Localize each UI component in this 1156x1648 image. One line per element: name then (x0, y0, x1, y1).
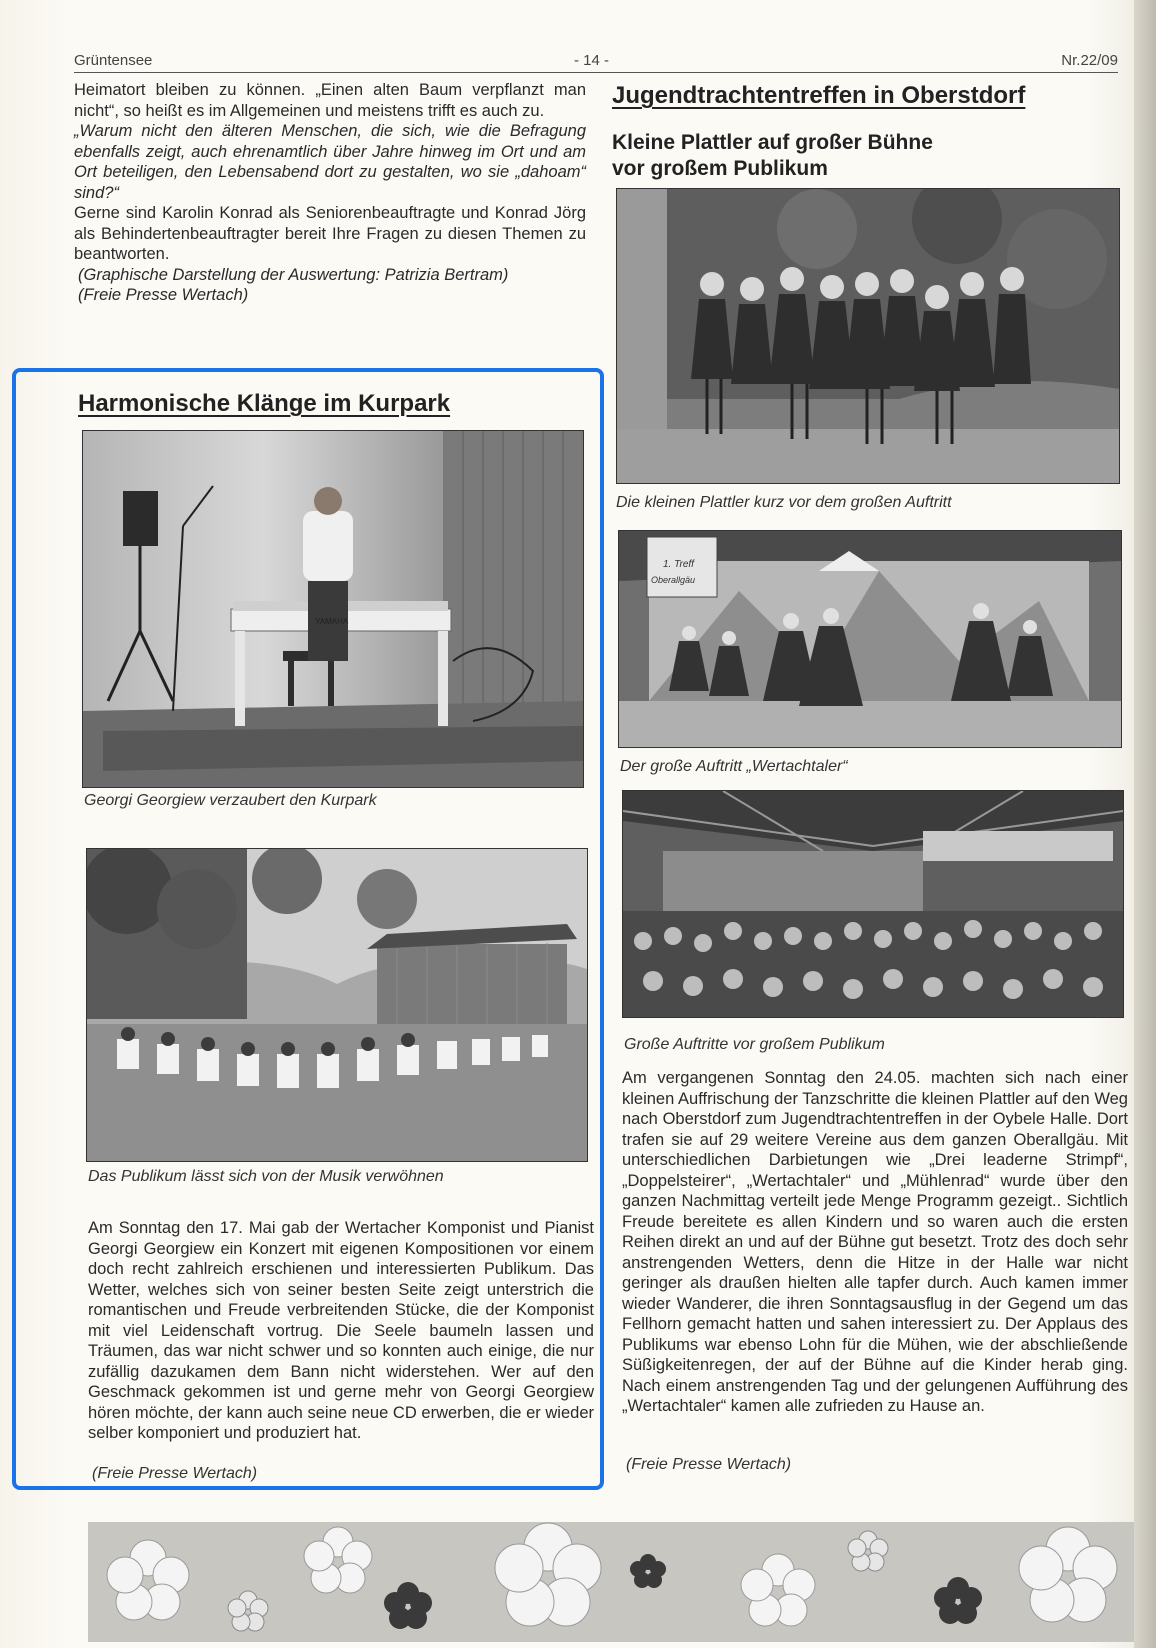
page-edge (1134, 0, 1156, 1648)
subheadline-line: vor großem Publikum (612, 157, 828, 180)
kurpark-credit: (Freie Presse Wertach) (92, 1465, 258, 1482)
flower-decoration-band (88, 1522, 1134, 1642)
caption-children-photo: Die kleinen Plattler kurz vor dem großen Auftritt (616, 494, 952, 511)
caption-stage-photo: Der große Auftritt „Wertachtaler“ (620, 758, 848, 775)
page-number: - 14 - (574, 52, 610, 69)
banner-text: 1. Treff (663, 559, 694, 570)
paper-name: Grüntensee (74, 52, 153, 69)
trachten-article-body: Am vergangenen Sonntag den 24.05. machten sich nach einer kleinen Auffrischung der Tanzschritte die kleinen Plattler auf den Weg nach Oberstdorf zum Jugendtrachtentreffen in der Oybele Halle. Dort trafen sie auf 29 weitere Vereine aus dem ganzen Oberallgäu. Mit unterschiedlichen Darbietungen wie „Drei leaderne Strimpf“, „Doppelsteirer“, „Wertachtaler“ und „Mühlenrad“ wurde über den ganzen Nachmittag verteilt jede Menge Programm gezeigt.. Sichtlich Freude bereitete es allen Kindern und so waren auch die ersten Reihen direkt an und auf der Bühne gut besetzt. Trotz des doch sehr anstrengenden Wetters, denn die Hitze in der Halle war nicht geringer als draußen hielten alle tapfer durch. Auch kamen immer wieder Wanderer, die ihren Sonntagsausflug in der Gegend um das Fellhorn gemacht hatten und sahen interessiert zu. Der Applaus des Publikums war ebenso Lohn für die Mühen, wie der abschließende Süßigkeitenregen, der auf der Bühne auf die Kinder herab ging. Nach einem anstrengenden Tag und der gelungenen Aufführung des „Wertachtaler“ kamen alle zufrieden zu Hause an. (622, 1069, 1128, 1415)
graphic-credit: (Graphische Darstellung der Auswertung: Patrizia Bertram) (78, 265, 509, 284)
caption-hall-photo: Große Auftritte vor großem Publikum (624, 1036, 885, 1053)
left-continuation-text (74, 80, 586, 306)
page-header (74, 52, 1118, 73)
issue-number: Nr.22/09 (1061, 52, 1118, 69)
paragraph: Gerne sind Karolin Konrad als Seniorenbeauftragte und Konrad Jörg als Behindertenbeauftragter bereit Ihre Fragen zu diesen Themen zu beantworten. (74, 204, 586, 263)
trachten-subheadline (612, 130, 1052, 182)
banner-text: Oberallgäu (651, 575, 696, 585)
highlight-frame (12, 368, 604, 1490)
kurpark-headline: Harmonische Klänge im Kurpark (78, 390, 451, 417)
piano-brand-label: YAMAHA (315, 617, 349, 626)
press-credit: (Freie Presse Wertach) (78, 286, 249, 304)
subheadline-line: Kleine Plattler auf großer Bühne (612, 131, 933, 154)
paragraph: Heimatort bleiben zu können. „Einen alten Baum verpflanzt man nicht“, so heißt es im Allgemeinen und meistens trifft es auch zu. (74, 81, 586, 120)
hall-audience-photo (622, 790, 1124, 1018)
children-group-photo (616, 188, 1120, 484)
stage-dance-photo (618, 530, 1122, 748)
trachten-credit: (Freie Presse Wertach) (626, 1456, 792, 1473)
trachten-headline: Jugendtrachtentreffen in Oberstdorf (612, 82, 1026, 109)
caption-audience-photo: Das Publikum lässt sich von der Musik verwöhnen (88, 1168, 444, 1185)
paragraph-quote: „Warum nicht den älteren Menschen, die sich, wie die Befragung ebenfalls zeigt, auch ehrenamtlich über Jahre hinweg im Ort und am Ort beteiligen, den Lebensabend dort zu gestalten, wo sie „dahoam“ sind?“ (74, 122, 586, 202)
caption-piano-photo: Georgi Georgiew verzaubert den Kurpark (84, 792, 377, 809)
kurpark-article-body: Am Sonntag den 17. Mai gab der Wertacher Komponist und Pianist Georgi Georgiew ein Konzert mit eigenen Kompositionen vor einem doch recht zahlreich erschienen und interessierten Publikum. Das Wetter, welches sich von seiner besten Seite zeigt unterstrich die romantischen und Freude verbreitenden Stücke, die der Komponist mit viel Leidenschaft vortrug. Die Seele baumeln lassen und Träumen, das war nicht schwer und so konnten auch einige, die nur zufällig dazukamen dem Bann nicht widerstehen. Wer auf den Geschmack gekommen ist und gerne mehr von Georgi Georgiew hören möchte, der kann auch seine neue CD erwerben, die er wieder selber komponiert und produziert hat. (88, 1219, 594, 1442)
